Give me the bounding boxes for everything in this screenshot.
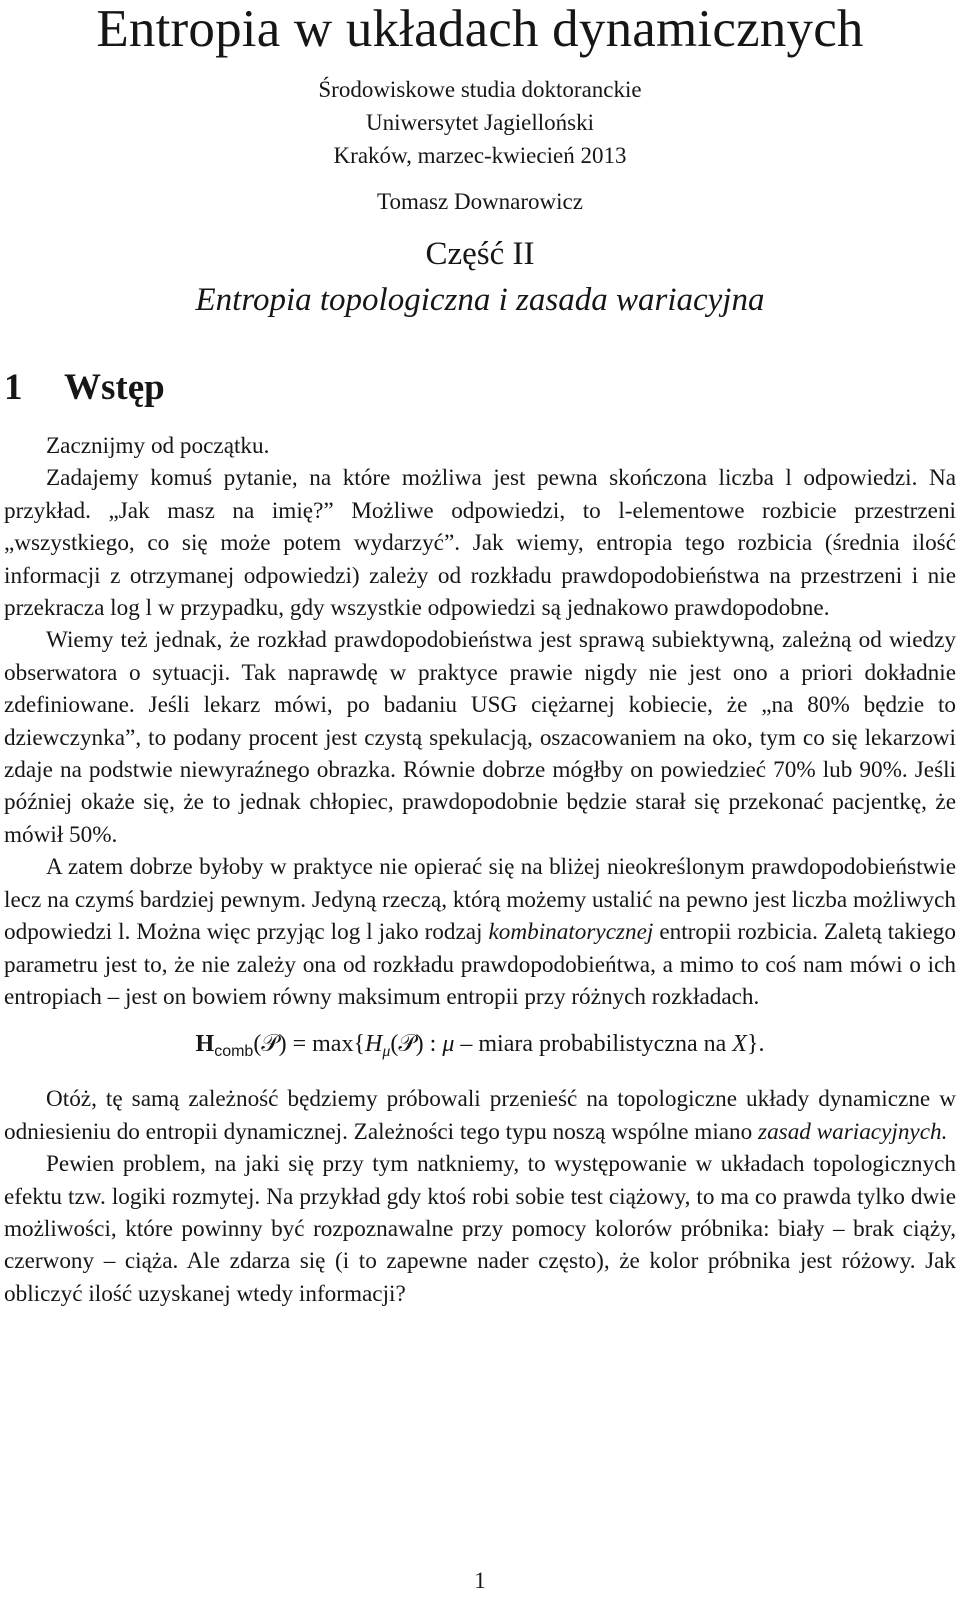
formula-x: X bbox=[732, 1031, 747, 1058]
paragraph-6: Pewien problem, na jaki się przy tym natkniemy, to występowanie w układach topologicznych efektu tzw. logiki rozmytej. Na przykład gdy ktoś robi sobie test ciążowy, to ma co prawda tylko dwie możliwości, które powinny być rozpoznawalne przy pomocy kolorów próbnika: biały – brak ciąży, czerwony – ciąża. Ale zdarza się (i to zapewne nader często), że kolor próbnika jest różowy. Jak obliczyć ilość uzyskanej wtedy informacji? bbox=[4, 1151, 956, 1307]
section-number: 1 bbox=[4, 367, 23, 408]
page-number: 1 bbox=[474, 1568, 486, 1593]
formula-part-3: – miara probabilistyczna na bbox=[454, 1031, 733, 1058]
paragraph-4-text-a: A zatem dobrze byłoby w praktyce nie opierać się na bliżej nieokreślonym prawdopodobieństwie lecz na czymś bardziej pewnym. Jedyną rzeczą, którą możemy ustalić na pewno jest liczba możliwych odpowiedzi l. Można więc przyjąc log l jako rodzaj bbox=[4, 854, 956, 946]
paragraph-1: Zacznijmy od początku. bbox=[46, 433, 270, 459]
meta-line-date: Kraków, marzec-kwiecień 2013 bbox=[333, 143, 627, 168]
author-name: Tomasz Downarowicz bbox=[377, 189, 583, 214]
formula-h-bold: H bbox=[195, 1031, 215, 1058]
paragraph-3: Wiemy też jednak, że rozkład prawdopodobieństwa jest sprawą subiektywną, zależną od wiedzy obserwatora o sytuacji. Tak naprawdę w praktyce prawie nigdy nie jest ono a priori dokładnie zdefiniowane. Jeśli lekarz mówi, po badaniu USG ciężarnej kobiecie, że „na 80% będzie to dziewczynka”, to podany procent jest czystą spekulacją, oszacowaniem na oko, tym co się lekarzowi zdaje na podstwie niewyraźnego obrazka. Równie dobrze mógłby on powiedzieć 70% lub 90%. Jeśli później okaże się, że to jednak chłopiec, prawdopodobnie będzie starał się przekonać pacjentkę, że mówił 50%. bbox=[4, 627, 956, 848]
paragraph-4-emphasis: kombinatorycznej bbox=[488, 919, 654, 946]
paragraph-5-text: Otóż, tę samą zależność będziemy próbowali przenieść na topologiczne układy dynamiczne w odniesieniu do entropii dynamicznej. Zależności tego typu noszą wspólne miano bbox=[4, 1086, 956, 1145]
formula-subscript-comb: comb bbox=[214, 1043, 254, 1061]
formula-part-4: }. bbox=[746, 1031, 765, 1058]
formula-hcomb bbox=[4, 1027, 956, 1069]
document-title: Entropia w układach dynamicznych bbox=[96, 0, 864, 58]
meta-line-university: Uniwersytet Jagielloński bbox=[365, 110, 595, 135]
paragraph-5-emphasis: zasad wariacyjnych. bbox=[758, 1118, 948, 1145]
part-subtitle: Entropia topologiczna i zasada wariacyjna bbox=[195, 282, 765, 318]
section-heading bbox=[4, 366, 165, 410]
paragraph-4-text-b: entropii rozbicia. Zaletą takiego parametru jest to, że nie zależy ona od rozkładu prawdopodobieńtwa, a mimo to coś nam mówi o ich entropiach – jest on bowiem równy maksimum entropii przy różnych rozkładach. bbox=[4, 919, 956, 1010]
formula-mu: μ bbox=[442, 1031, 455, 1058]
section-title: Wstęp bbox=[64, 367, 165, 408]
body-text bbox=[4, 430, 956, 1310]
formula-part-1: (𝒫) = max{ bbox=[253, 1031, 365, 1058]
meta-line-program: Środowiskowe studia doktoranckie bbox=[318, 77, 642, 102]
paragraph-4 bbox=[4, 851, 956, 1013]
paragraph-5 bbox=[4, 1083, 956, 1148]
formula-h-italic: H bbox=[364, 1031, 383, 1058]
paragraph-2: Zadajemy komuś pytanie, na które możliwa jest pewna skończona liczba l odpowiedzi. Na przykład. „Jak masz na imię?” Możliwe odpowiedzi, to l-elementowe rozbicie przestrzeni „wszystkiego, co się może potem wydarzyć”. Jak wiemy, entropia tego rozbicia (średnia ilość informacji z otrzymanej odpowiedzi) zależy od rozkładu prawdopodobieństwa na przestrzeni i nie przekracza log l w przypadku, gdy wszystkie odpowiedzi są jednakowo prawdopodobne. bbox=[4, 465, 956, 622]
formula-part-2: (𝒫) : bbox=[390, 1031, 443, 1058]
formula-subscript-mu: μ bbox=[382, 1043, 391, 1061]
part-label: Część II bbox=[425, 236, 535, 272]
